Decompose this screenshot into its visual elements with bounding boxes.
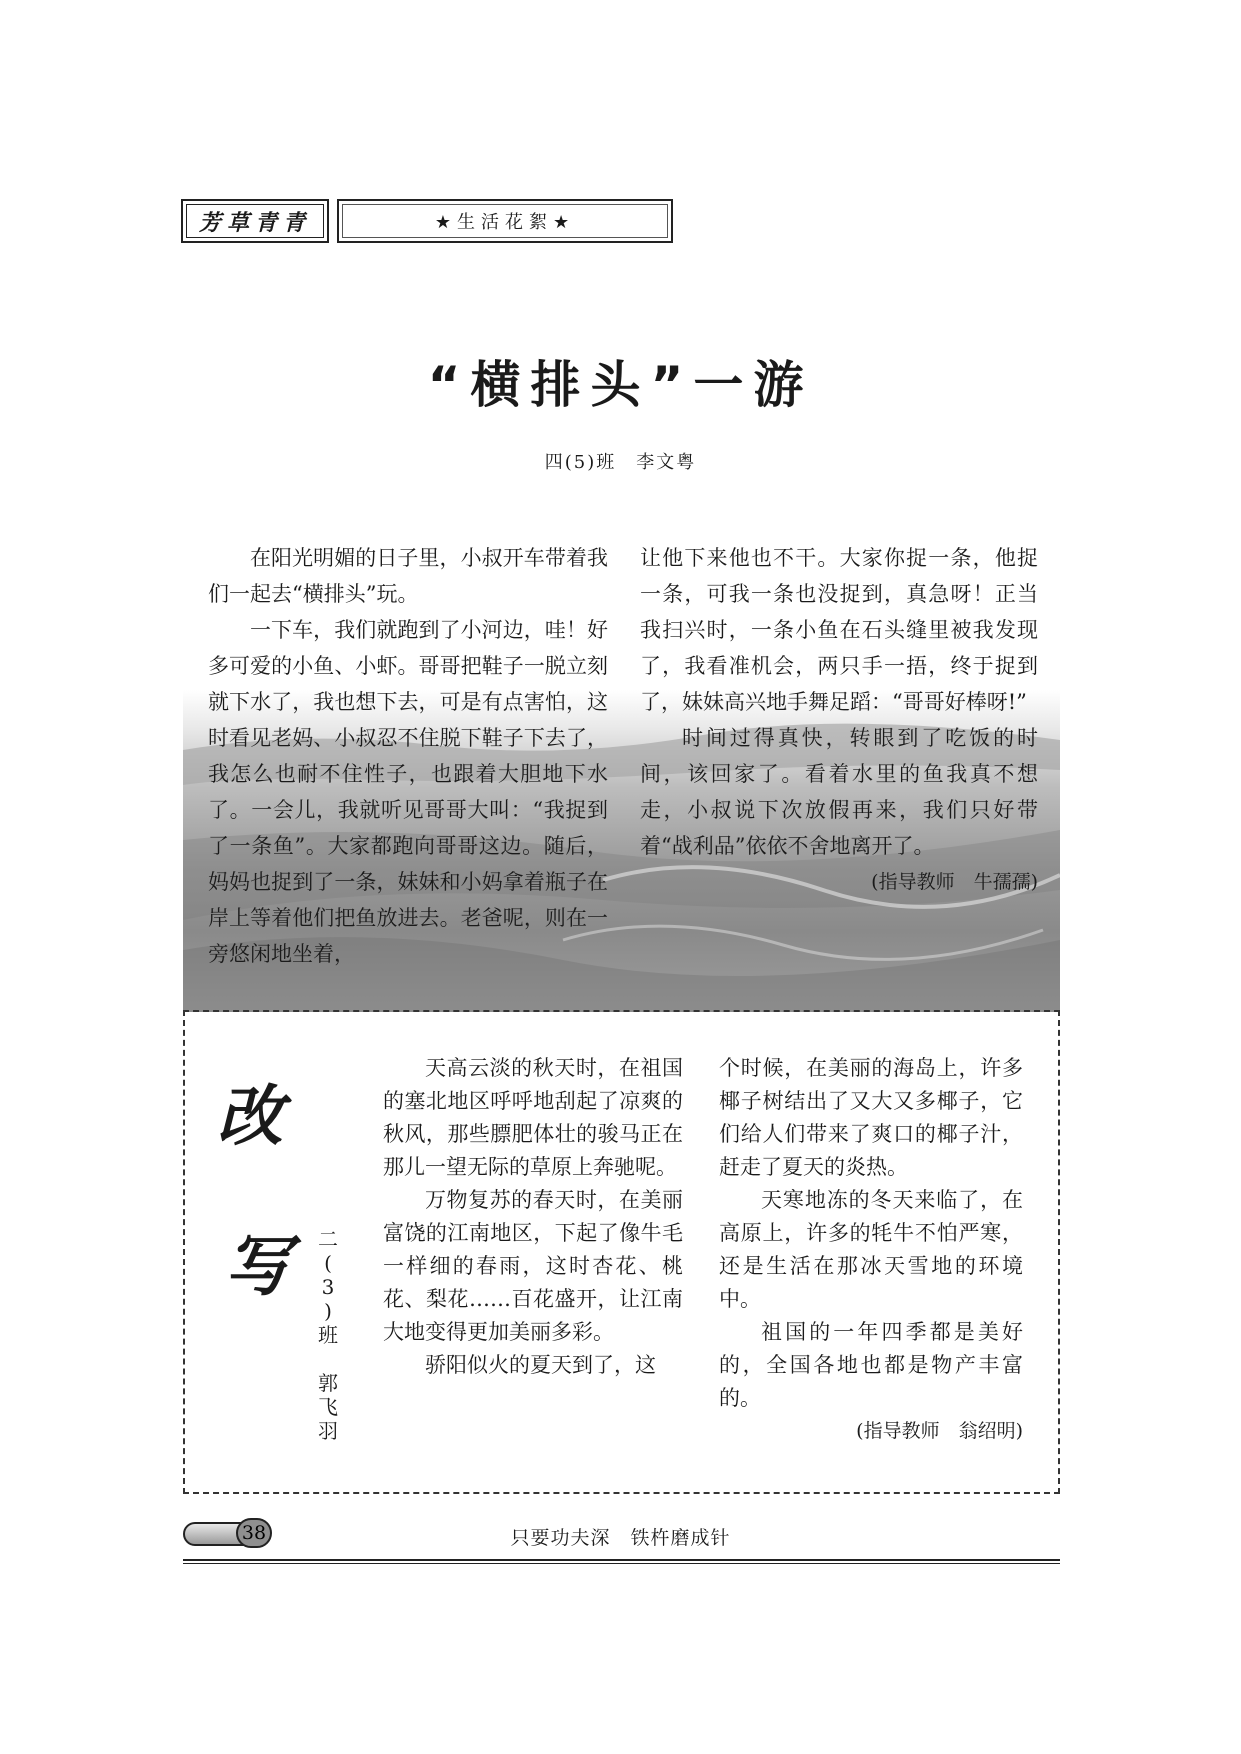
- article1-left-column: [208, 540, 608, 972]
- paragraph: 天寒地冻的冬天来临了，在高原上，许多的牦牛不怕严寒，还是生活在那冰天雪地的环境中。: [719, 1188, 1023, 1311]
- paragraph: 一下车，我们就跑到了小河边，哇！好多可爱的小鱼、小虾。哥哥把鞋子一脱立刻就下水了，我也想下去，可是有点害怕，这时看见老妈、小叔忍不住脱下鞋子下去了，我怎么也耐不住性子，也跟着大胆地下水了。一会儿，我就听见哥哥大叫：“我捉到了一条鱼”。大家都跑向哥哥这边。随后，妈妈也捉到了一条，妹妹和小妈拿着瓶子在岸上等着他们把鱼放进去。老爸呢，则在一旁悠闲地坐着，: [208, 618, 608, 966]
- paragraph: 个时候，在美丽的海岛上，许多椰子树结出了又大又多椰子，它们给人们带来了爽口的椰子汁，赶走了夏天的炎热。: [719, 1056, 1023, 1179]
- byline-char: ): [324, 1299, 332, 1323]
- byline-char: 飞: [318, 1395, 338, 1419]
- paragraph: 让他下来他也不干。大家你捉一条，他捉一条，可我一条也没捉到，真急呀！正当我扫兴时，一条小鱼在石头缝里被我发现了，我看准机会，两只手一捂，终于捉到了，妹妹高兴地手舞足蹈：“哥哥好棒呀!”: [640, 546, 1038, 714]
- paragraph: 骄阳似火的夏天到了，这: [425, 1353, 656, 1377]
- paragraph: 万物复苏的春天时，在美丽富饶的江南地区，下起了像牛毛一样细的春雨，这时杏花、桃花、梨花……百花盛开，让江南大地变得更加美丽多彩。: [383, 1188, 683, 1344]
- page-number: 38: [236, 1518, 272, 1548]
- article1-right-column: [640, 540, 1038, 900]
- section-tag: ★生活花絮★: [342, 204, 668, 238]
- teacher-credit: (指导教师 翁绍明): [856, 1420, 1023, 1442]
- section-tag-box: [337, 199, 673, 243]
- byline-char: 郭: [318, 1371, 338, 1395]
- byline-char: (: [324, 1251, 332, 1275]
- article2-left-column: [383, 1052, 683, 1382]
- byline-char: 3: [321, 1275, 335, 1299]
- paragraph: 时间过得真快，转眼到了吃饭的时间，该回家了。看着水里的鱼我真不想走，小叔说下次放假再来，我们只好带着“战利品”依依不舍地离开了。: [640, 726, 1038, 858]
- article2-title-char: 改: [217, 1078, 283, 1155]
- article2-title-char: 写: [225, 1228, 291, 1305]
- article-title: “横排头”一游: [427, 356, 814, 414]
- column-tag: 芳草青青: [186, 204, 324, 238]
- teacher-credit: (指导教师 牛孺孺): [871, 871, 1038, 893]
- column-tag-box: [181, 199, 329, 243]
- byline-char: 羽: [318, 1419, 338, 1443]
- paragraph: 天高云淡的秋天时，在祖国的塞北地区呼呼地刮起了凉爽的秋风，那些膘肥体壮的骏马正在那儿一望无际的草原上奔驰呢。: [383, 1056, 683, 1179]
- byline-char: 班: [318, 1323, 338, 1347]
- article2-right-column: [719, 1052, 1023, 1448]
- article-byline: 四(5)班 李文粤: [544, 452, 697, 473]
- byline-char: 二: [318, 1227, 338, 1251]
- article2-byline: [313, 1227, 343, 1443]
- footer-motto: 只要功夫深 铁杵磨成针: [510, 1527, 731, 1549]
- footer-rule: [183, 1559, 1060, 1564]
- paragraph: 在阳光明媚的日子里，小叔开车带着我们一起去“横排头”玩。: [208, 546, 608, 606]
- paragraph: 祖国的一年四季都是美好的，全国各地也都是物产丰富的。: [719, 1320, 1023, 1410]
